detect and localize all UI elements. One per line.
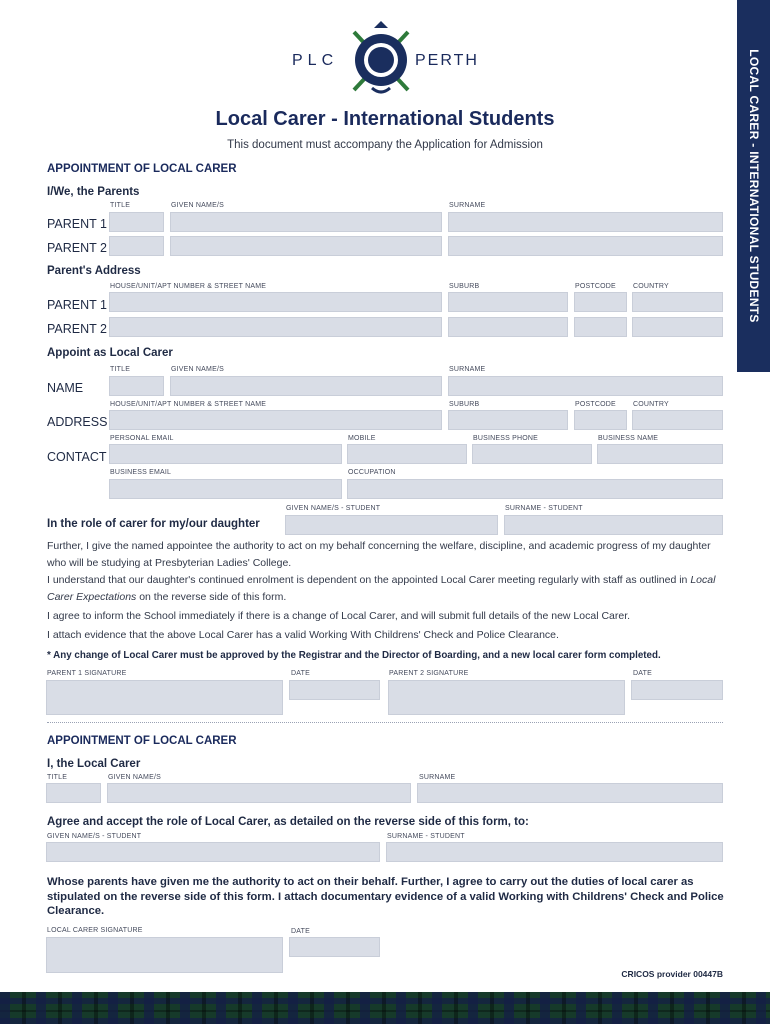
carer-suburb-field[interactable] — [448, 410, 568, 430]
carer-col-suburb-label: SUBURB — [449, 401, 480, 408]
s2-col-title-label: TITLE — [47, 774, 68, 781]
parent2-suburb-field[interactable] — [448, 317, 568, 337]
logo-right-text: PERTH — [415, 52, 479, 69]
parent1-label: PARENT 1 — [47, 217, 107, 231]
col-given-label: GIVEN NAME/S — [171, 202, 224, 209]
s2-col-given-label: GIVEN NAME/S — [108, 774, 161, 781]
carer-country-field[interactable] — [632, 410, 723, 430]
local-carer-label: I, the Local Carer — [47, 758, 141, 770]
col-surname-student-label: SURNAME - STUDENT — [505, 505, 583, 512]
parents-address-label: Parent's Address — [47, 265, 141, 277]
business-name-field[interactable] — [597, 444, 723, 464]
occupation-field[interactable] — [347, 479, 723, 499]
carer-date-field[interactable] — [289, 937, 380, 957]
student-given-field[interactable] — [285, 515, 498, 535]
col-business-name-label: BUSINESS NAME — [598, 435, 659, 442]
carer-title-field[interactable] — [109, 376, 164, 396]
carer-street-field[interactable] — [109, 410, 442, 430]
col-mobile-label: MOBILE — [348, 435, 376, 442]
col-personal-email-label: PERSONAL EMAIL — [110, 435, 174, 442]
s2-col-surname-label: SURNAME — [419, 774, 456, 781]
authority-paragraph: Further, I give the named appointee the authority to act on my behalf concerning the welfare, discipline, and academic progress of my daughter who will be studying at Presbyterian Ladies' College. — [47, 540, 711, 569]
carer-signature-label: LOCAL CARER SIGNATURE — [47, 927, 143, 934]
col-business-email-label: BUSINESS EMAIL — [110, 469, 172, 476]
page-title: Local Carer - International Students — [215, 108, 555, 130]
s2-title-field[interactable] — [46, 783, 101, 803]
col-title-label: TITLE — [110, 202, 131, 209]
col-postcode-label: POSTCODE — [575, 283, 616, 290]
col-occupation-label: OCCUPATION — [348, 469, 396, 476]
carer-signature-field[interactable] — [46, 937, 283, 973]
address-parent1-label: PARENT 1 — [47, 298, 107, 312]
business-phone-field[interactable] — [472, 444, 592, 464]
parent1-street-field[interactable] — [109, 292, 442, 312]
parents-label: I/We, the Parents — [47, 186, 140, 198]
carer-date-label: DATE — [291, 928, 310, 935]
page-subtitle: This document must accompany the Application for Admission — [227, 139, 543, 151]
s2-col-given-student-label: GIVEN NAME/S - STUDENT — [47, 833, 142, 840]
student-surname-field[interactable] — [504, 515, 723, 535]
sig-date1-label: DATE — [291, 670, 310, 677]
business-email-field[interactable] — [109, 479, 342, 499]
address-parent2-label: PARENT 2 — [47, 322, 107, 336]
parent2-postcode-field[interactable] — [574, 317, 627, 337]
sig-date2-label: DATE — [633, 670, 652, 677]
parent1-title-field[interactable] — [109, 212, 164, 232]
carer-surname-field[interactable] — [448, 376, 723, 396]
appoint-label: Appoint as Local Carer — [47, 347, 173, 359]
logo-left-text: PLC — [292, 52, 339, 69]
agree-label: Agree and accept the role of Local Carer, as detailed on the reverse side of this form, to: — [47, 816, 529, 828]
s2-student-surname-field[interactable] — [386, 842, 723, 862]
parent1-country-field[interactable] — [632, 292, 723, 312]
name-row-label: NAME — [47, 381, 84, 395]
contact-row-label: CONTACT — [47, 450, 107, 464]
evidence-paragraph: I attach evidence that the above Local Carer has a valid Working With Childrens' Check and Police Clearance. — [47, 629, 559, 641]
carer-col-given-label: GIVEN NAME/S — [171, 366, 224, 373]
change-note: * Any change of Local Carer must be approved by the Registrar and the Director of Boarding, and a new local carer form completed. — [47, 650, 661, 661]
parent2-given-field[interactable] — [170, 236, 442, 256]
sig-parent1-label: PARENT 1 SIGNATURE — [47, 670, 127, 677]
parent1-surname-field[interactable] — [448, 212, 723, 232]
col-suburb-label: SUBURB — [449, 283, 480, 290]
carer-col-postcode-label: POSTCODE — [575, 401, 616, 408]
col-surname-label: SURNAME — [449, 202, 486, 209]
parent2-country-field[interactable] — [632, 317, 723, 337]
sig-parent2-label: PARENT 2 SIGNATURE — [389, 670, 469, 677]
parent2-title-field[interactable] — [109, 236, 164, 256]
carer-given-field[interactable] — [170, 376, 442, 396]
parent1-signature-field[interactable] — [46, 680, 283, 715]
sidebar-banner — [737, 0, 770, 372]
enrolment-text-b: on the reverse side of this form. — [136, 591, 287, 603]
s2-student-given-field[interactable] — [46, 842, 380, 862]
cricos-provider: CRICOS provider 00447B — [621, 969, 723, 979]
carer-col-surname-label: SURNAME — [449, 366, 486, 373]
address-row-label: ADDRESS — [47, 415, 108, 429]
col-country-label: COUNTRY — [633, 283, 669, 290]
mobile-field[interactable] — [347, 444, 467, 464]
sidebar-title: LOCAL CARER - INTERNATIONAL STUDENTS — [746, 49, 761, 323]
s2-given-field[interactable] — [107, 783, 411, 803]
parent1-date-field[interactable] — [289, 680, 380, 700]
col-given-student-label: GIVEN NAME/S - STUDENT — [286, 505, 381, 512]
parent2-street-field[interactable] — [109, 317, 442, 337]
enrolment-text-a: I understand that our daughter's continued enrolment is dependent on the appointed Local Carer meeting regularly with staff as outlined in — [47, 574, 691, 586]
carer-col-country-label: COUNTRY — [633, 401, 669, 408]
carer-col-house-label: HOUSE/UNIT/APT NUMBER & STREET NAME — [110, 401, 267, 408]
crest-icon — [348, 18, 414, 100]
role-label: In the role of carer for my/our daughter — [47, 518, 260, 530]
s2-col-surname-student-label: SURNAME - STUDENT — [387, 833, 465, 840]
enrolment-paragraph — [47, 572, 727, 606]
section1-heading: APPOINTMENT OF LOCAL CARER — [47, 163, 237, 175]
section2-heading: APPOINTMENT OF LOCAL CARER — [47, 735, 237, 747]
carer-postcode-field[interactable] — [574, 410, 627, 430]
parent1-postcode-field[interactable] — [574, 292, 627, 312]
parent2-date-field[interactable] — [631, 680, 723, 700]
parent1-given-field[interactable] — [170, 212, 442, 232]
parent2-signature-field[interactable] — [388, 680, 625, 715]
carer-col-title-label: TITLE — [110, 366, 131, 373]
enrolment-text-em: Local Carer Expectations — [47, 574, 716, 603]
personal-email-field[interactable] — [109, 444, 342, 464]
parent2-label: PARENT 2 — [47, 241, 107, 255]
col-business-phone-label: BUSINESS PHONE — [473, 435, 539, 442]
s2-surname-field[interactable] — [417, 783, 723, 803]
parent1-suburb-field[interactable] — [448, 292, 568, 312]
parent2-surname-field[interactable] — [448, 236, 723, 256]
tartan-footer-band — [0, 992, 770, 1024]
whose-parents-paragraph: Whose parents have given me the authority to act on their behalf. Further, I agree to carry out the duties of local carer as stipulated on the reverse side of this form. I attach documentary evidence of a valid Working with Childrens' Check and Police Clearance. — [47, 876, 724, 917]
col-house-label: HOUSE/UNIT/APT NUMBER & STREET NAME — [110, 283, 267, 290]
inform-paragraph: I agree to inform the School immediately if there is a change of Local Carer, and will submit full details of the new Local Carer. — [47, 610, 631, 622]
section-divider — [47, 722, 723, 723]
